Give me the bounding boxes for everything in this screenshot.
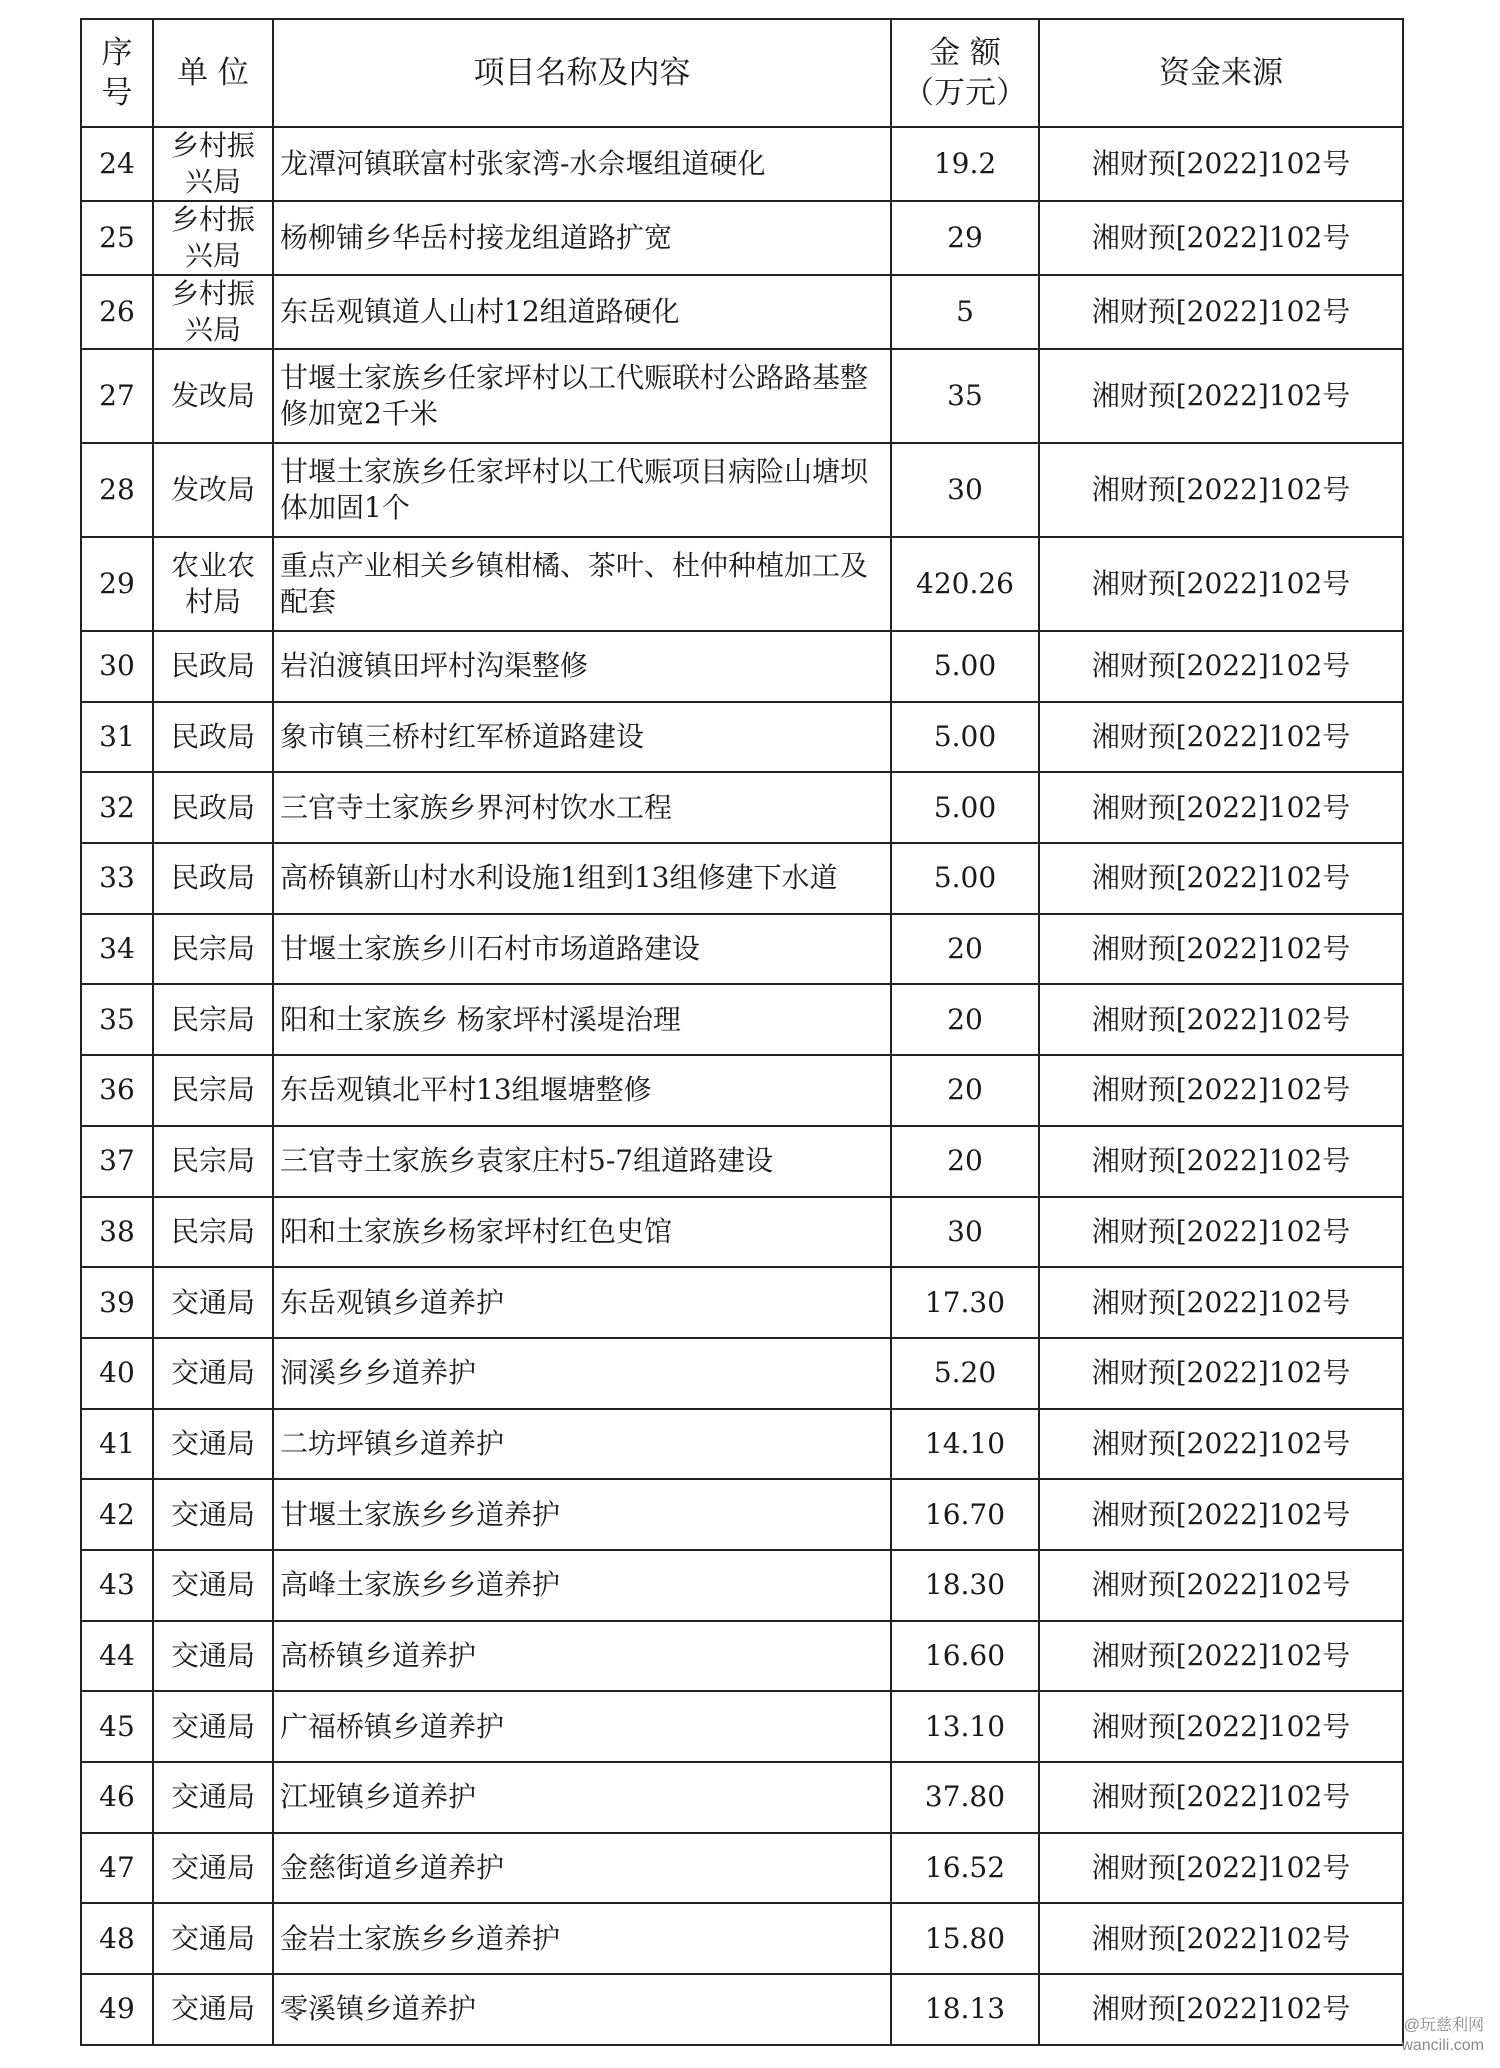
table-row bbox=[81, 1833, 1403, 1904]
row-number-cell: 26 bbox=[81, 275, 153, 349]
row-source-cell: 湘财预[2022]102号 bbox=[1039, 349, 1403, 443]
row-unit-cell: 交通局 bbox=[153, 1833, 273, 1904]
row-project-cell: 二坊坪镇乡道养护 bbox=[273, 1409, 891, 1480]
row-number-cell: 33 bbox=[81, 843, 153, 914]
row-number-cell: 39 bbox=[81, 1267, 153, 1338]
header-unit: 单 位 bbox=[153, 19, 273, 127]
row-source-cell: 湘财预[2022]102号 bbox=[1039, 1762, 1403, 1833]
row-project-cell: 高峰土家族乡乡道养护 bbox=[273, 1550, 891, 1621]
row-amount-cell: 16.52 bbox=[891, 1833, 1039, 1904]
row-amount-cell: 30 bbox=[891, 1197, 1039, 1268]
row-project-cell: 广福桥镇乡道养护 bbox=[273, 1691, 891, 1762]
row-unit-cell: 民宗局 bbox=[153, 984, 273, 1055]
row-project-cell: 甘堰土家族乡任家坪村以工代赈项目病险山塘坝体加固1个 bbox=[273, 443, 891, 537]
row-source-cell: 湘财预[2022]102号 bbox=[1039, 843, 1403, 914]
row-amount-cell: 5.00 bbox=[891, 631, 1039, 702]
table-row bbox=[81, 1974, 1403, 2045]
row-number-cell: 31 bbox=[81, 702, 153, 773]
watermark-logo-text: @玩慈利网 bbox=[1403, 2017, 1484, 2034]
table-row bbox=[81, 914, 1403, 985]
table-row bbox=[81, 201, 1403, 275]
row-amount-cell: 5.00 bbox=[891, 702, 1039, 773]
row-source-cell: 湘财预[2022]102号 bbox=[1039, 702, 1403, 773]
row-project-cell: 龙潭河镇联富村张家湾-水佘堰组道硬化 bbox=[273, 127, 891, 201]
row-unit-cell: 交通局 bbox=[153, 1974, 273, 2045]
row-project-cell: 零溪镇乡道养护 bbox=[273, 1974, 891, 2045]
row-amount-cell: 16.70 bbox=[891, 1479, 1039, 1550]
row-project-cell: 三官寺土家族乡袁家庄村5-7组道路建设 bbox=[273, 1126, 891, 1197]
row-number-cell: 32 bbox=[81, 772, 153, 843]
row-number-cell: 25 bbox=[81, 201, 153, 275]
row-unit-cell: 民宗局 bbox=[153, 1055, 273, 1126]
row-project-cell: 三官寺土家族乡界河村饮水工程 bbox=[273, 772, 891, 843]
row-project-cell: 东岳观镇道人山村12组道路硬化 bbox=[273, 275, 891, 349]
table-row bbox=[81, 537, 1403, 631]
row-source-cell: 湘财预[2022]102号 bbox=[1039, 1126, 1403, 1197]
row-source-cell: 湘财预[2022]102号 bbox=[1039, 201, 1403, 275]
row-number-cell: 37 bbox=[81, 1126, 153, 1197]
table-row bbox=[81, 1338, 1403, 1409]
row-number-cell: 34 bbox=[81, 914, 153, 985]
row-number-cell: 24 bbox=[81, 127, 153, 201]
row-number-cell: 45 bbox=[81, 1691, 153, 1762]
row-unit-cell: 乡村振兴局 bbox=[153, 127, 273, 201]
header-amount bbox=[891, 19, 1039, 127]
row-source-cell: 湘财预[2022]102号 bbox=[1039, 1621, 1403, 1692]
table-row bbox=[81, 127, 1403, 201]
row-project-cell: 东岳观镇北平村13组堰塘整修 bbox=[273, 1055, 891, 1126]
row-number-cell: 49 bbox=[81, 1974, 153, 2045]
row-number-cell: 35 bbox=[81, 984, 153, 1055]
row-amount-cell: 30 bbox=[891, 443, 1039, 537]
row-number-cell: 36 bbox=[81, 1055, 153, 1126]
row-number-cell: 44 bbox=[81, 1621, 153, 1692]
table-row bbox=[81, 1691, 1403, 1762]
row-project-cell: 岩泊渡镇田坪村沟渠整修 bbox=[273, 631, 891, 702]
row-unit-cell: 发改局 bbox=[153, 443, 273, 537]
row-amount-cell: 20 bbox=[891, 1126, 1039, 1197]
row-project-cell: 阳和土家族乡 杨家坪村溪堤治理 bbox=[273, 984, 891, 1055]
row-number-cell: 47 bbox=[81, 1833, 153, 1904]
row-amount-cell: 5 bbox=[891, 275, 1039, 349]
row-unit-cell: 民政局 bbox=[153, 702, 273, 773]
table-row bbox=[81, 1267, 1403, 1338]
table-row bbox=[81, 443, 1403, 537]
header-project: 项目名称及内容 bbox=[273, 19, 891, 127]
row-number-cell: 46 bbox=[81, 1762, 153, 1833]
row-project-cell: 洞溪乡乡道养护 bbox=[273, 1338, 891, 1409]
header-row bbox=[81, 19, 1403, 127]
row-source-cell: 湘财预[2022]102号 bbox=[1039, 772, 1403, 843]
row-source-cell: 湘财预[2022]102号 bbox=[1039, 1055, 1403, 1126]
row-amount-cell: 18.30 bbox=[891, 1550, 1039, 1621]
row-project-cell: 江垭镇乡道养护 bbox=[273, 1762, 891, 1833]
row-unit-cell: 交通局 bbox=[153, 1903, 273, 1974]
header-amount-unit: （万元） bbox=[903, 75, 1027, 111]
row-source-cell: 湘财预[2022]102号 bbox=[1039, 1550, 1403, 1621]
row-source-cell: 湘财预[2022]102号 bbox=[1039, 127, 1403, 201]
row-number-cell: 43 bbox=[81, 1550, 153, 1621]
row-project-cell: 东岳观镇乡道养护 bbox=[273, 1267, 891, 1338]
row-project-cell: 阳和土家族乡杨家坪村红色史馆 bbox=[273, 1197, 891, 1268]
row-amount-cell: 18.13 bbox=[891, 1974, 1039, 2045]
row-unit-cell: 民政局 bbox=[153, 631, 273, 702]
table-row bbox=[81, 1479, 1403, 1550]
row-source-cell: 湘财预[2022]102号 bbox=[1039, 537, 1403, 631]
row-number-cell: 30 bbox=[81, 631, 153, 702]
watermark-url: wancili.com bbox=[1401, 2037, 1484, 2054]
row-amount-cell: 15.80 bbox=[891, 1903, 1039, 1974]
row-source-cell: 湘财预[2022]102号 bbox=[1039, 1903, 1403, 1974]
row-source-cell: 湘财预[2022]102号 bbox=[1039, 443, 1403, 537]
table-row bbox=[81, 984, 1403, 1055]
row-source-cell: 湘财预[2022]102号 bbox=[1039, 914, 1403, 985]
table-row bbox=[81, 1903, 1403, 1974]
row-amount-cell: 14.10 bbox=[891, 1409, 1039, 1480]
row-unit-cell: 交通局 bbox=[153, 1409, 273, 1480]
row-amount-cell: 20 bbox=[891, 984, 1039, 1055]
table-row bbox=[81, 1550, 1403, 1621]
header-source: 资金来源 bbox=[1039, 19, 1403, 127]
row-number-cell: 42 bbox=[81, 1479, 153, 1550]
row-amount-cell: 20 bbox=[891, 1055, 1039, 1126]
row-unit-cell: 农业农村局 bbox=[153, 537, 273, 631]
row-unit-cell: 交通局 bbox=[153, 1691, 273, 1762]
row-source-cell: 湘财预[2022]102号 bbox=[1039, 1833, 1403, 1904]
table-row bbox=[81, 1197, 1403, 1268]
row-amount-cell: 19.2 bbox=[891, 127, 1039, 201]
table-row bbox=[81, 843, 1403, 914]
row-amount-cell: 20 bbox=[891, 914, 1039, 985]
row-unit-cell: 交通局 bbox=[153, 1479, 273, 1550]
header-no: 序号 bbox=[81, 19, 153, 127]
row-source-cell: 湘财预[2022]102号 bbox=[1039, 631, 1403, 702]
row-number-cell: 28 bbox=[81, 443, 153, 537]
row-amount-cell: 5.00 bbox=[891, 772, 1039, 843]
row-number-cell: 48 bbox=[81, 1903, 153, 1974]
row-source-cell: 湘财预[2022]102号 bbox=[1039, 1974, 1403, 2045]
row-amount-cell: 35 bbox=[891, 349, 1039, 443]
row-unit-cell: 民宗局 bbox=[153, 1126, 273, 1197]
row-amount-cell: 16.60 bbox=[891, 1621, 1039, 1692]
table-header bbox=[81, 19, 1403, 127]
row-project-cell: 金慈街道乡道养护 bbox=[273, 1833, 891, 1904]
row-project-cell: 甘堰土家族乡乡道养护 bbox=[273, 1479, 891, 1550]
row-source-cell: 湘财预[2022]102号 bbox=[1039, 984, 1403, 1055]
row-unit-cell: 民政局 bbox=[153, 843, 273, 914]
row-project-cell: 高桥镇新山村水利设施1组到13组修建下水道 bbox=[273, 843, 891, 914]
row-amount-cell: 5.20 bbox=[891, 1338, 1039, 1409]
row-number-cell: 40 bbox=[81, 1338, 153, 1409]
row-number-cell: 41 bbox=[81, 1409, 153, 1480]
table-row bbox=[81, 772, 1403, 843]
row-unit-cell: 乡村振兴局 bbox=[153, 201, 273, 275]
row-source-cell: 湘财预[2022]102号 bbox=[1039, 1338, 1403, 1409]
row-unit-cell: 乡村振兴局 bbox=[153, 275, 273, 349]
row-project-cell: 高桥镇乡道养护 bbox=[273, 1621, 891, 1692]
table-row bbox=[81, 1762, 1403, 1833]
row-amount-cell: 37.80 bbox=[891, 1762, 1039, 1833]
row-project-cell: 象市镇三桥村红军桥道路建设 bbox=[273, 702, 891, 773]
row-source-cell: 湘财预[2022]102号 bbox=[1039, 1691, 1403, 1762]
row-source-cell: 湘财预[2022]102号 bbox=[1039, 275, 1403, 349]
row-unit-cell: 交通局 bbox=[153, 1267, 273, 1338]
table-row bbox=[81, 1055, 1403, 1126]
row-unit-cell: 发改局 bbox=[153, 349, 273, 443]
row-source-cell: 湘财预[2022]102号 bbox=[1039, 1479, 1403, 1550]
row-source-cell: 湘财预[2022]102号 bbox=[1039, 1409, 1403, 1480]
row-amount-cell: 420.26 bbox=[891, 537, 1039, 631]
row-unit-cell: 民宗局 bbox=[153, 914, 273, 985]
row-unit-cell: 交通局 bbox=[153, 1621, 273, 1692]
row-amount-cell: 5.00 bbox=[891, 843, 1039, 914]
row-number-cell: 29 bbox=[81, 537, 153, 631]
row-source-cell: 湘财预[2022]102号 bbox=[1039, 1197, 1403, 1268]
table-row bbox=[81, 1621, 1403, 1692]
table-body bbox=[81, 127, 1403, 2045]
table-row bbox=[81, 1409, 1403, 1480]
table-row bbox=[81, 631, 1403, 702]
row-unit-cell: 交通局 bbox=[153, 1338, 273, 1409]
header-amount-label: 金 额 bbox=[929, 35, 1001, 71]
row-unit-cell: 交通局 bbox=[153, 1762, 273, 1833]
row-unit-cell: 民宗局 bbox=[153, 1197, 273, 1268]
row-number-cell: 27 bbox=[81, 349, 153, 443]
row-amount-cell: 17.30 bbox=[891, 1267, 1039, 1338]
row-project-cell: 金岩土家族乡乡道养护 bbox=[273, 1903, 891, 1974]
row-project-cell: 甘堰土家族乡川石村市场道路建设 bbox=[273, 914, 891, 985]
row-unit-cell: 交通局 bbox=[153, 1550, 273, 1621]
row-project-cell: 杨柳铺乡华岳村接龙组道路扩宽 bbox=[273, 201, 891, 275]
funding-table bbox=[80, 18, 1404, 2046]
row-amount-cell: 13.10 bbox=[891, 1691, 1039, 1762]
row-source-cell: 湘财预[2022]102号 bbox=[1039, 1267, 1403, 1338]
table-row bbox=[81, 349, 1403, 443]
row-unit-cell: 民政局 bbox=[153, 772, 273, 843]
table-row bbox=[81, 702, 1403, 773]
table-row bbox=[81, 275, 1403, 349]
table-row bbox=[81, 1126, 1403, 1197]
watermark bbox=[1401, 2016, 1484, 2056]
row-amount-cell: 29 bbox=[891, 201, 1039, 275]
row-project-cell: 重点产业相关乡镇柑橘、茶叶、杜仲种植加工及配套 bbox=[273, 537, 891, 631]
row-project-cell: 甘堰土家族乡任家坪村以工代赈联村公路路基整修加宽2千米 bbox=[273, 349, 891, 443]
row-number-cell: 38 bbox=[81, 1197, 153, 1268]
